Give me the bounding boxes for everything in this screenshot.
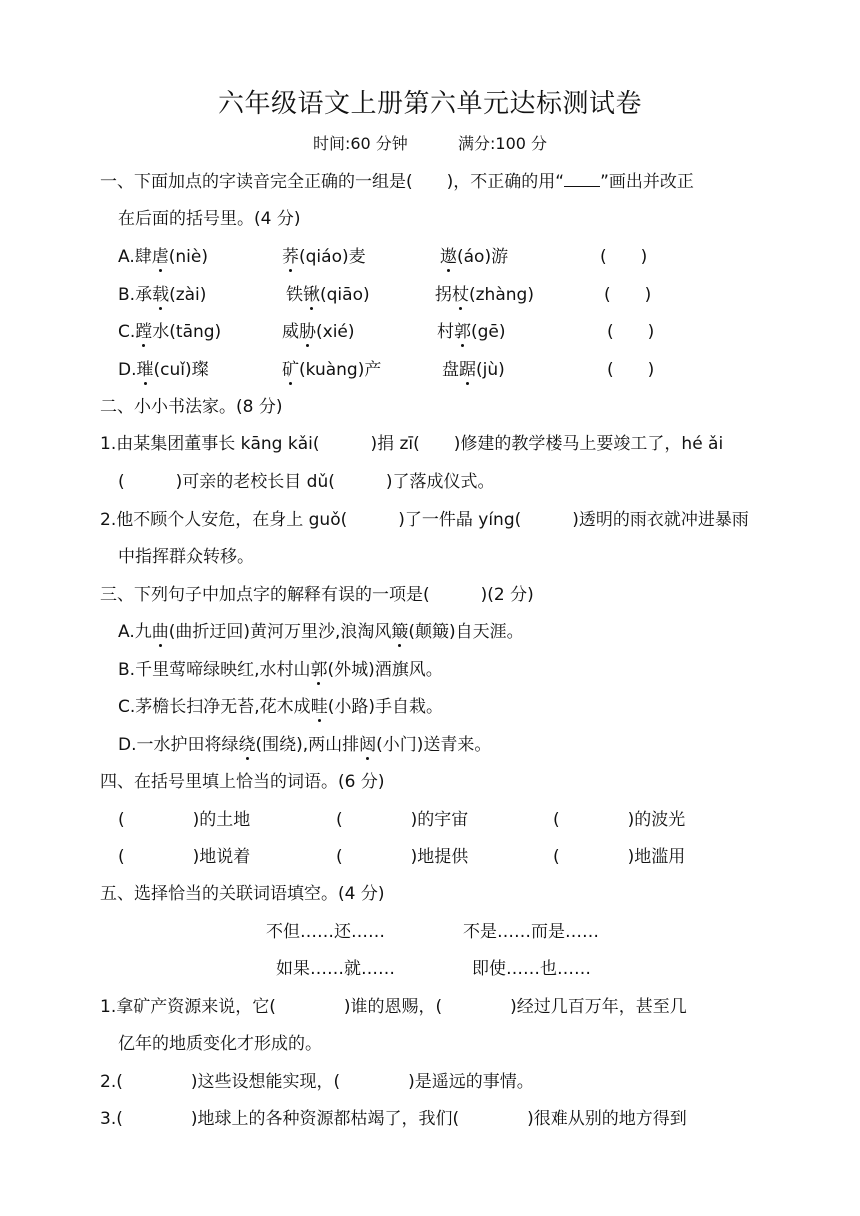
q4-blank-4[interactable]: ( )地说着 (118, 847, 251, 867)
q4-blank-2[interactable]: ( )的宇宙 (336, 810, 469, 830)
dotted-char: 载 (152, 285, 170, 305)
q1-stem-text-2: ”画出并改正 (600, 172, 694, 192)
dotted-char: 蹚 (135, 322, 153, 342)
dotted-char: 郭 (454, 322, 471, 342)
q2-line-1[interactable]: 1.由某集团董事长 kāng kǎi( )捐 zī( )修建的教学楼马上要竣工了，hé ǎi (100, 434, 724, 454)
exam-info (0, 133, 860, 155)
q3-option-a: A.九曲(曲折迂回)黄河万里沙,浪淘风簸(颠簸)自天涯。 (118, 622, 524, 642)
q1-option-c-3: 村郭(gē) (437, 322, 506, 342)
q5-option-2: 不是……而是…… (463, 922, 599, 942)
dotted-char: 曲 (151, 622, 169, 642)
q1-option-b-answer[interactable]: ( ) (604, 285, 652, 305)
q1-option-c-answer[interactable]: ( ) (607, 322, 655, 342)
dotted-char: 畦 (310, 697, 328, 717)
q5-line-3[interactable]: 2.( )这些设想能实现，( )是遥远的事情。 (100, 1072, 534, 1092)
q2-line-3[interactable]: 2.他不顾个人安危，在身上 guǒ( )了一件晶 yíng( )透明的雨衣就冲进暴雨 (100, 510, 749, 530)
q2-line-2[interactable]: ( )可亲的老校长目 dǔ( )了落成仪式。 (118, 472, 495, 492)
q3-option-c: C.茅檐长扫净无苔,花木成畦(小路)手自栽。 (118, 697, 443, 717)
full-score: 满分:100 分 (458, 134, 548, 153)
underline-sample (564, 172, 600, 187)
dotted-char: 踞 (459, 360, 476, 380)
q1-option-a-1: A.肆虐(niè) (118, 247, 208, 267)
dotted-char: 璀 (136, 360, 154, 380)
q2-line-4: 中指挥群众转移。 (118, 547, 254, 567)
dotted-char: 杖 (452, 285, 469, 305)
q5-line-4[interactable]: 3.( )地球上的各种资源都枯竭了，我们( )很难从别的地方得到 (100, 1109, 687, 1129)
q1-option-b-3: 拐杖(zhàng) (435, 285, 534, 305)
q5-heading: 五、选择恰当的关联词语填空。(4 分) (100, 884, 385, 904)
q1-option-d-2: 矿(kuàng)产 (282, 360, 382, 380)
q1-option-c-2: 威胁(xié) (282, 322, 355, 342)
q4-blank-1[interactable]: ( )的土地 (118, 810, 251, 830)
dotted-char: 矿 (282, 360, 299, 380)
dotted-char: 锹 (303, 285, 320, 305)
q4-blank-3[interactable]: ( )的波光 (553, 810, 686, 830)
dotted-char: 虐 (151, 247, 169, 267)
q1-stem-line2: 在后面的括号里。(4 分) (118, 209, 301, 229)
q3-heading: 三、下列句子中加点字的解释有误的一项是( )(2 分) (100, 585, 534, 605)
q3-option-d: D.一水护田将绿绕(围绕),两山排闼(小门)送青来。 (118, 735, 492, 755)
q1-option-a-3: 遨(áo)游 (440, 247, 509, 267)
q3-option-b: B.千里莺啼绿映红,水村山郭(外城)酒旗风。 (118, 660, 443, 680)
dotted-char: 遨 (440, 247, 457, 267)
q1-option-c-1: C.蹚水(tāng) (118, 322, 222, 342)
q1-option-d-1: D.璀(cuǐ)璨 (118, 360, 209, 380)
q1-option-a-2: 荞(qiáo)麦 (282, 247, 366, 267)
q1-stem-text: 一、下面加点的字读音完全正确的一组是( )，不正确的用“ (100, 172, 565, 192)
q4-blank-6[interactable]: ( )地滥用 (553, 847, 686, 867)
dotted-char: 闼 (359, 735, 377, 755)
q1-option-b-1: B.承载(zài) (118, 285, 207, 305)
q1-stem (100, 171, 694, 193)
dotted-char: 簸 (391, 622, 409, 642)
q1-option-d-3: 盘踞(jù) (442, 360, 505, 380)
q5-option-4: 即使……也…… (472, 959, 591, 979)
q5-line-1[interactable]: 1.拿矿产资源来说，它( )谁的恩赐，( )经过几百万年，甚至几 (100, 997, 687, 1017)
dotted-char: 荞 (282, 247, 299, 267)
dotted-char: 胁 (299, 322, 316, 342)
q1-option-d-answer[interactable]: ( ) (607, 360, 655, 380)
q5-option-3: 如果……就…… (276, 959, 395, 979)
time-limit: 时间:60 分钟 (312, 134, 408, 153)
dotted-char: 郭 (310, 660, 328, 680)
q5-option-1: 不但……还…… (266, 922, 385, 942)
page-title: 六年级语文上册第六单元达标测试卷 (217, 89, 642, 119)
q4-heading: 四、在括号里填上恰当的词语。(6 分) (100, 772, 385, 792)
q1-option-a-answer[interactable]: ( ) (600, 247, 648, 267)
q1-option-b-2: 铁锹(qiāo) (286, 285, 370, 305)
dotted-char: 绕 (238, 735, 256, 755)
q4-blank-5[interactable]: ( )地提供 (336, 847, 469, 867)
q5-line-2: 亿年的地质变化才形成的。 (118, 1034, 322, 1054)
q2-heading: 二、小小书法家。(8 分) (100, 397, 283, 417)
